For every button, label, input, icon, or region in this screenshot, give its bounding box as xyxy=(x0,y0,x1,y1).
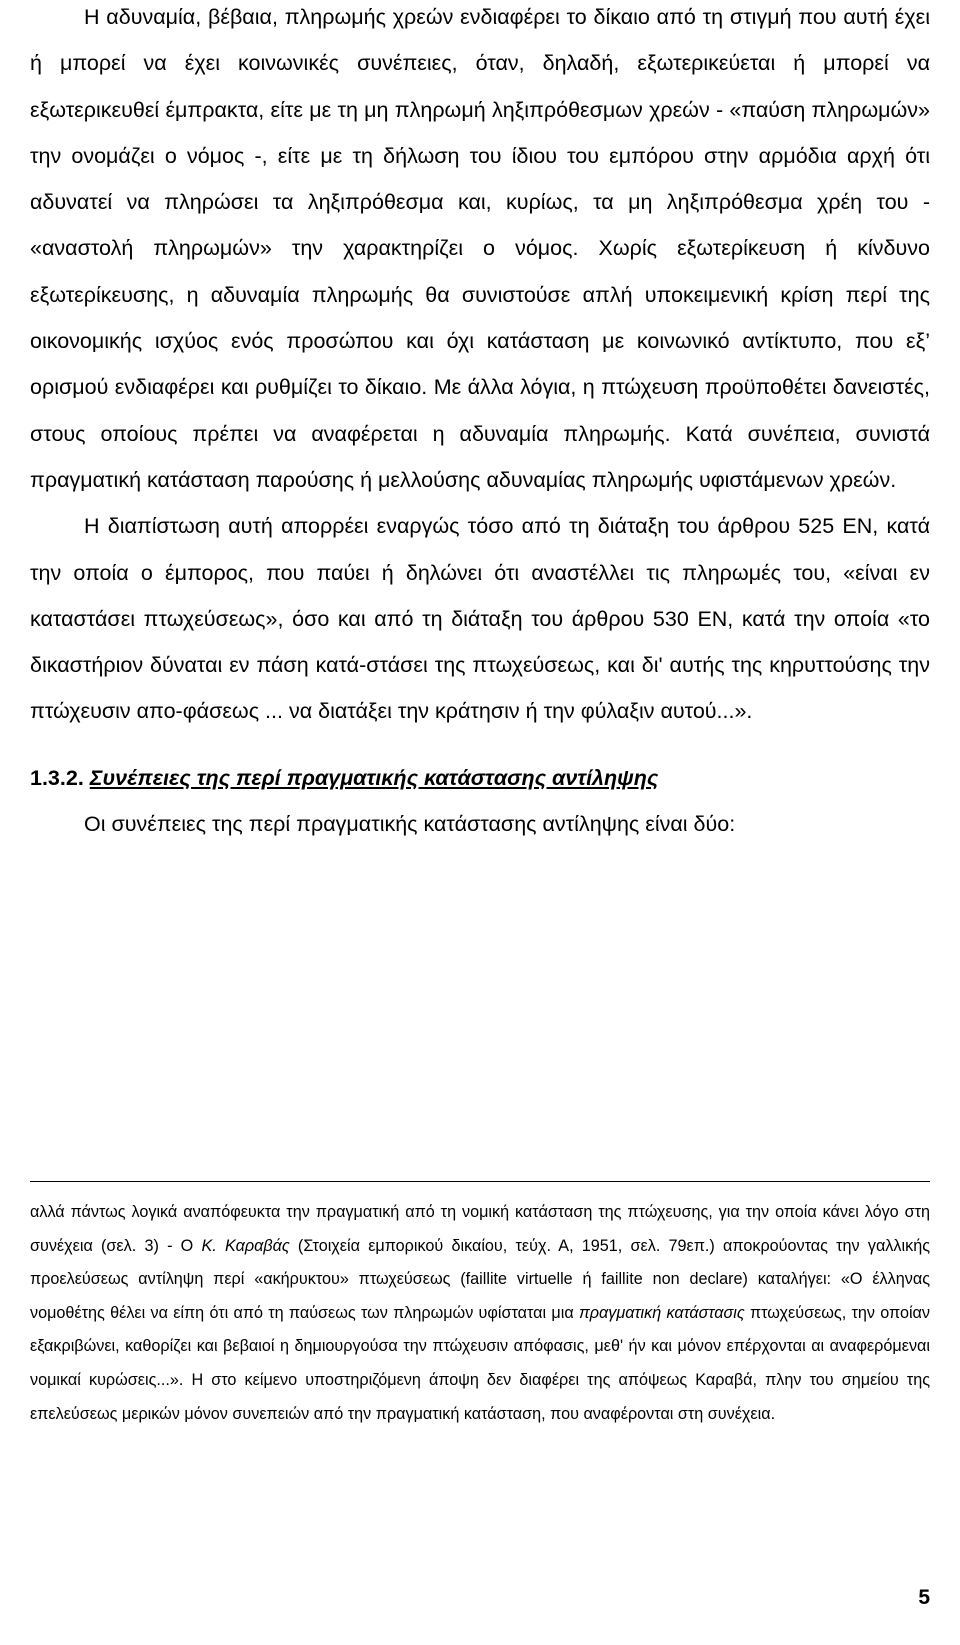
footnote-text-3: πτωχεύσεως, την οποίαν εξακριβώνει, καθορίζει και βεβαιοί η δημιουργούσα την πτώχευσιν απόφασις, μεθ' ήν και μόνον επέρχονται αι αναφερόμεναι νομικαί κυρώσεις...». Η στο κείμενο υποστηριζόμενη άποψη δεν διαφέρει της απόψεως Καραβά, πλην του σημείου της επελεύσεως μερικών μόνον συνεπειών από την πραγματική κατάσταση, που αναφέρονται στη συνέχεια. xyxy=(30,1303,930,1423)
footnote-text-1: αλλά πάντως λογικά αναπόφευκτα την πραγματική από τη νομική κατάσταση της πτώχευσης, για την οποία κάνει λόγο στη συνέχεια (σελ. 3) - Ο xyxy=(30,1203,930,1255)
paragraph-1: Η αδυναμία, βέβαια, πληρωμής χρεών ενδιαφέρει το δίκαιο από τη στιγμή που αυτή έχει ή μπορεί να έχει κοινωνικές συνέπειες, όταν, δηλαδή, εξωτερικεύεται ή μπορεί να εξωτερικευθεί έμπρακτα, είτε με τη μη πληρωμή ληξιπρόθεσμων χρεών - «παύση πληρωμών» την ονομάζει ο νόμος -, είτε με τη δήλωση του ίδιου του εμπόρου στην αρμόδια αρχή ότι αδυνατεί να πληρώσει τα ληξιπρόθεσμα και, κυρίως, τα μη ληξιπρόθεσμα χρέη του - «αναστολή πληρωμών» την χαρακτηρίζει ο νόμος. Χωρίς εξωτερίκευση ή κίνδυνο εξωτερίκευσης, η αδυναμία πληρωμής θα συνιστούσε απλή υποκειμενική κρίση περί της οικονομικής ισχύος ενός προσώπου και όχι κατάσταση με κοινωνικό αντίκτυπο, που εξ’ ορισμού ενδιαφέρει και ρυθμίζει το δίκαιο. Με άλλα λόγια, η πτώχευση προϋποθέτει δανειστές, στους οποίους πρέπει να αναφέρεται η αδυναμία πληρωμής. Κατά συνέπεια, συνιστά πραγματική κατάσταση παρούσης ή μελλούσης αδυναμίας πληρωμής υφιστάμενων χρεών. xyxy=(30,5,930,492)
page-number: 5 xyxy=(918,1586,930,1609)
footnote-author: Κ. Καραβάς xyxy=(201,1236,290,1255)
footnote xyxy=(30,1196,930,1431)
footnote-term: πραγματική κατάστασις xyxy=(578,1303,745,1322)
section-intro: Οι συνέπειες της περί πραγματικής κατάστασης αντίληψης είναι δύο: xyxy=(84,812,736,837)
section-heading xyxy=(30,755,930,801)
section-number: 1.3.2. xyxy=(30,765,84,790)
section-title: Συνέπειες της περί πραγματικής κατάστασης αντίληψης xyxy=(89,765,659,790)
footnote-text-2: (Στοιχεία εμπορικού δικαίου, τεύχ. Α, 1951, σελ. 79επ.) αποκρούοντας την γαλλικής προελεύσεως αντίληψη περί «ακήρυκτου» πτωχεύσεως (faillite virtuelle ή faillite non declare) καταλήγει: «Ο έλληνας νομοθέτης θέλει να είπη ότι από τη παύσεως των πληρωμών υφίσταται μια xyxy=(30,1236,930,1322)
footnote-separator xyxy=(30,1181,930,1182)
paragraph-2: Η διαπίστωση αυτή απορρέει εναργώς τόσο από τη διάταξη του άρθρου 525 ΕΝ, κατά την οποία ο έμπορος, που παύει ή δηλώνει ότι αναστέλλει τις πληρωμές του, «είναι εν καταστάσει πτωχεύσεως», όσο και από τη διάταξη του άρθρου 530 ΕΝ, κατά την οποία «το δικαστήριον δύναται εν πάση κατά-στάσει της πτωχεύσεως, και δι' αυτής της κηρυττούσης την πτώχευσιν απο-φάσεως ... να διατάξει την κράτησιν ή την φύλαξιν αυτού...». xyxy=(30,514,930,724)
main-text xyxy=(30,0,930,847)
